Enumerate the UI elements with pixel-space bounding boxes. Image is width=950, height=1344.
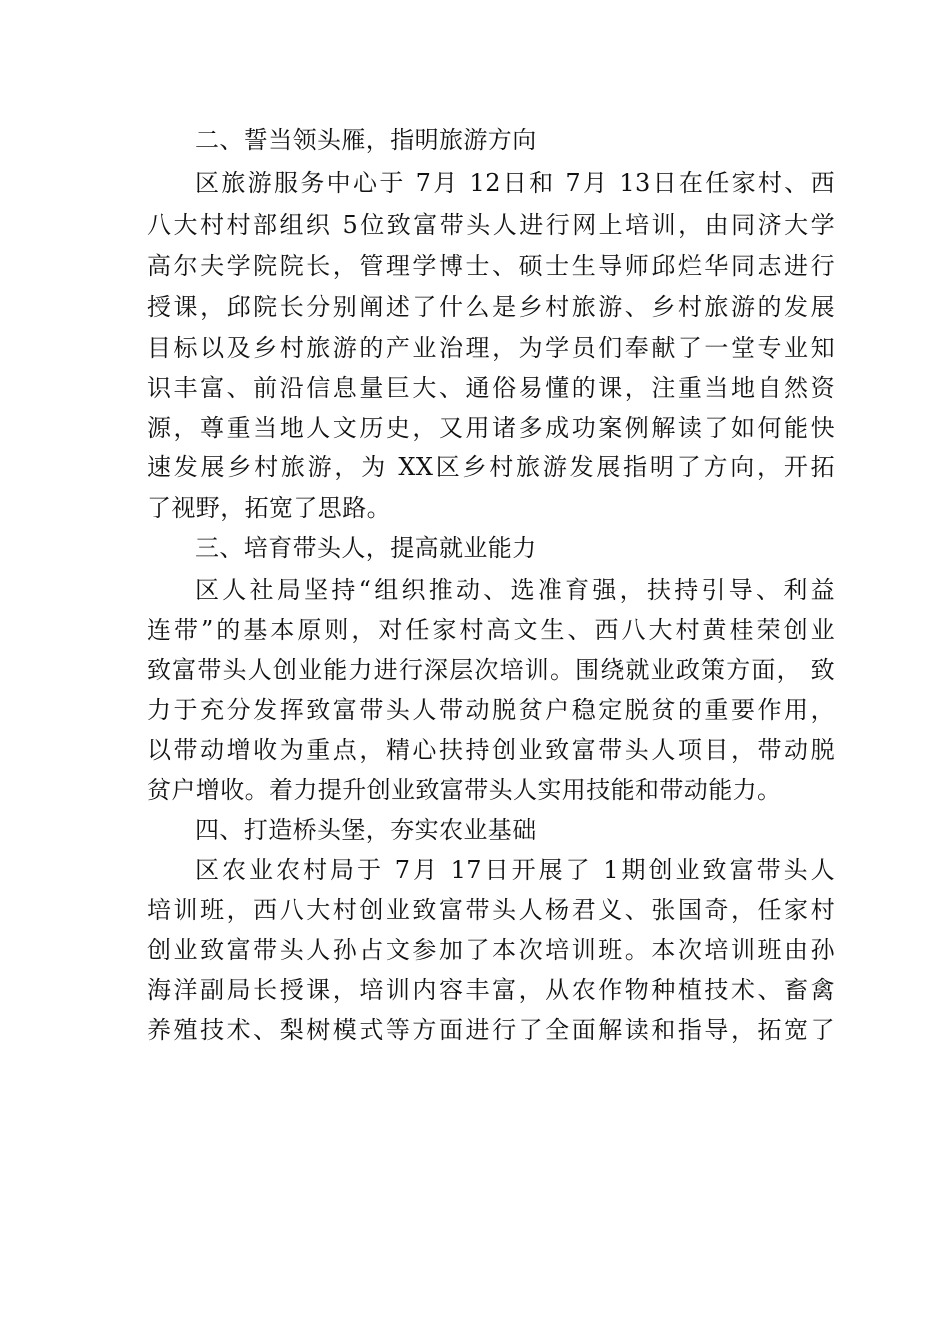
section-heading: 四、打造桥头堡，夯实农业基础 bbox=[195, 816, 537, 844]
paragraph-line: 高尔夫学院院长，管理学博士、硕士生导师邱烂华同志进行 bbox=[147, 252, 835, 280]
paragraph-line: 力于充分发挥致富带头人带动脱贫户稳定脱贫的重要作用， bbox=[147, 696, 835, 724]
paragraph-line: 目标以及乡村旅游的产业治理，为学员们奉献了一堂专业知 bbox=[147, 334, 835, 362]
paragraph-line: 连带”的基本原则，对任家村高文生、西八大村黄桂荣创业 bbox=[147, 616, 835, 644]
section-heading: 三、培育带头人，提高就业能力 bbox=[195, 534, 537, 562]
paragraph-line: 培训班，西八大村创业致富带头人杨君义、张国奇，任家村 bbox=[147, 896, 835, 924]
paragraph-line: 区人社局坚持“组织推动、选准育强，扶持引导、利益 bbox=[195, 576, 835, 604]
paragraph-line: 海洋副局长授课，培训内容丰富，从农作物种植技术、畜禽 bbox=[147, 976, 835, 1004]
paragraph-line: 区农业农村局于 7月 17日开展了 1期创业致富带头人 bbox=[195, 856, 835, 884]
section-heading: 二、誓当领头雁，指明旅游方向 bbox=[195, 126, 537, 154]
paragraph-line: 了视野，拓宽了思路。 bbox=[147, 494, 391, 522]
paragraph-line: 速发展乡村旅游，为 XX区乡村旅游发展指明了方向，开拓 bbox=[147, 453, 835, 481]
paragraph-line: 养殖技术、梨树模式等方面进行了全面解读和指导，拓宽了 bbox=[147, 1016, 835, 1044]
paragraph-line: 创业致富带头人孙占文参加了本次培训班。本次培训班由孙 bbox=[147, 936, 835, 964]
paragraph-line: 区旅游服务中心于 7月 12日和 7月 13日在任家村、西 bbox=[195, 169, 835, 197]
paragraph-line: 八大村村部组织 5位致富带头人进行网上培训，由同济大学 bbox=[147, 211, 835, 239]
paragraph-line: 贫户增收。着力提升创业致富带头人实用技能和带动能力。 bbox=[147, 776, 782, 804]
paragraph-line: 致富带头人创业能力进行深层次培训。围绕就业政策方面， 致 bbox=[147, 656, 835, 684]
paragraph-line: 以带动增收为重点，精心扶持创业致富带头人项目，带动脱 bbox=[147, 736, 835, 764]
paragraph-line: 识丰富、前沿信息量巨大、通俗易懂的课，注重当地自然资 bbox=[147, 374, 835, 402]
paragraph-line: 授课，邱院长分别阐述了什么是乡村旅游、乡村旅游的发展 bbox=[147, 293, 835, 321]
paragraph-line: 源，尊重当地人文历史，又用诸多成功案例解读了如何能快 bbox=[147, 414, 835, 442]
